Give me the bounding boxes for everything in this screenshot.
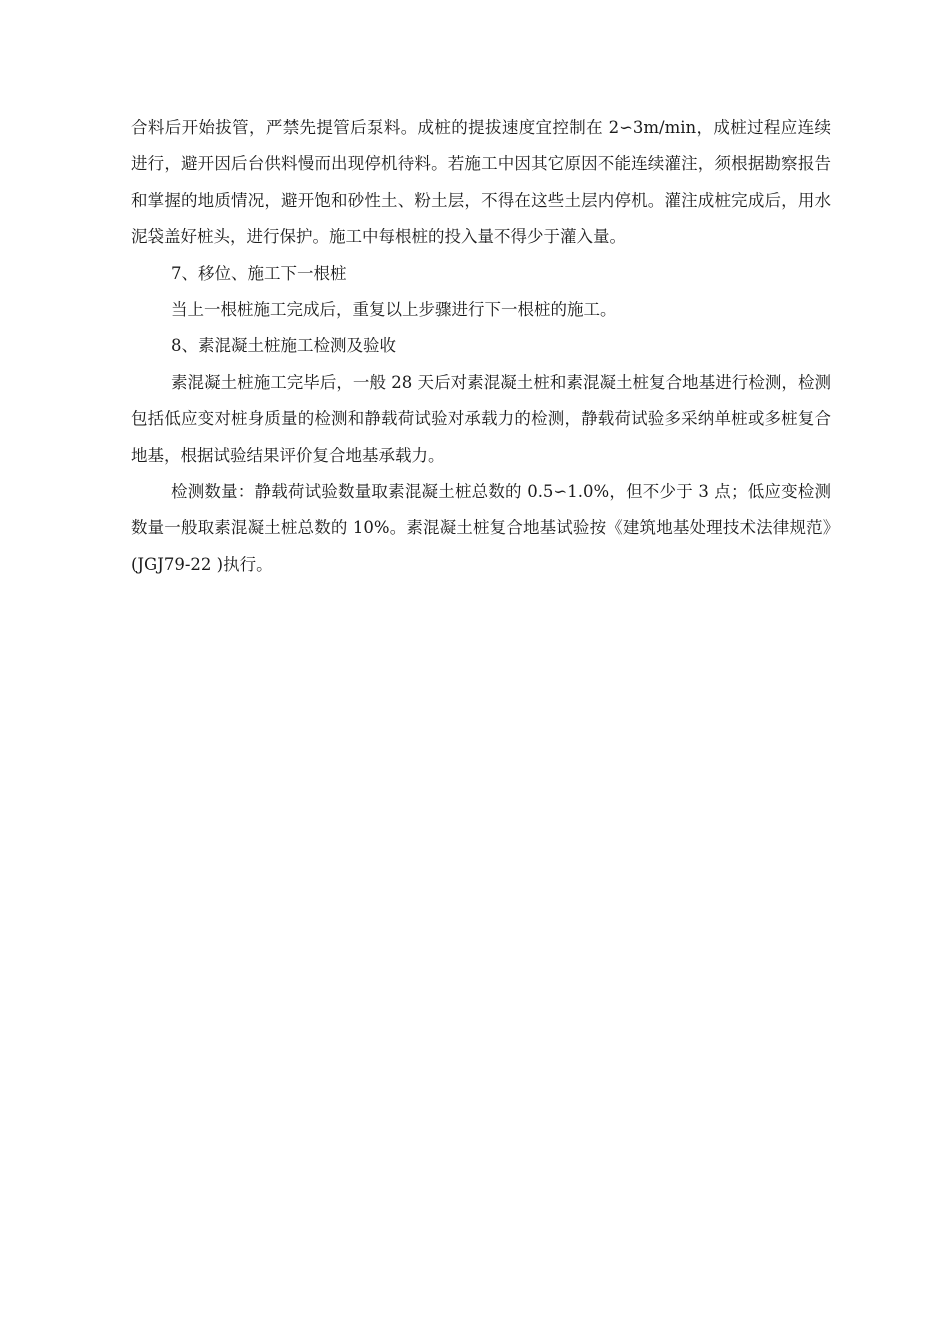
- section-heading-7: 7、移位、施工下一根桩: [171, 263, 347, 283]
- document-page: [131, 110, 831, 583]
- paragraph-inspection-quantity: 检测数量：静载荷试验数量取素混凝土桩总数的 0.5∽1.0%，但不少于 3 点；低应变检测数量一般取素混凝土桩总数的 10%。素混凝土桩复合地基试验按《建筑地基处理技术法律规范》(JGJ79-22 )执行。: [131, 482, 831, 574]
- paragraph-next-pile: 当上一根桩施工完成后，重复以上步骤进行下一根桩的施工。: [171, 300, 617, 320]
- paragraph-continuation: 合料后开始拔管，严禁先提管后泵料。成桩的提拔速度宜控制在 2∽3m/min，成桩过程应连续进行，避开因后台供料慢而出现停机待料。若施工中因其它原因不能连续灌注，须根据勘察报告和掌握的地质情况，避开饱和砂性土、粉土层，不得在这些土层内停机。灌注成桩完成后，用水泥袋盖好桩头，进行保护。施工中每根桩的投入量不得少于灌入量。: [131, 118, 831, 247]
- paragraph-inspection: 素混凝土桩施工完毕后，一般 28 天后对素混凝土桩和素混凝土桩复合地基进行检测，检测包括低应变对桩身质量的检测和静载荷试验对承载力的检测，静载荷试验多采纳单桩或多桩复合地基，根据试验结果评价复合地基承载力。: [131, 372, 831, 465]
- section-heading-8: 8、素混凝土桩施工检测及验收: [171, 336, 396, 356]
